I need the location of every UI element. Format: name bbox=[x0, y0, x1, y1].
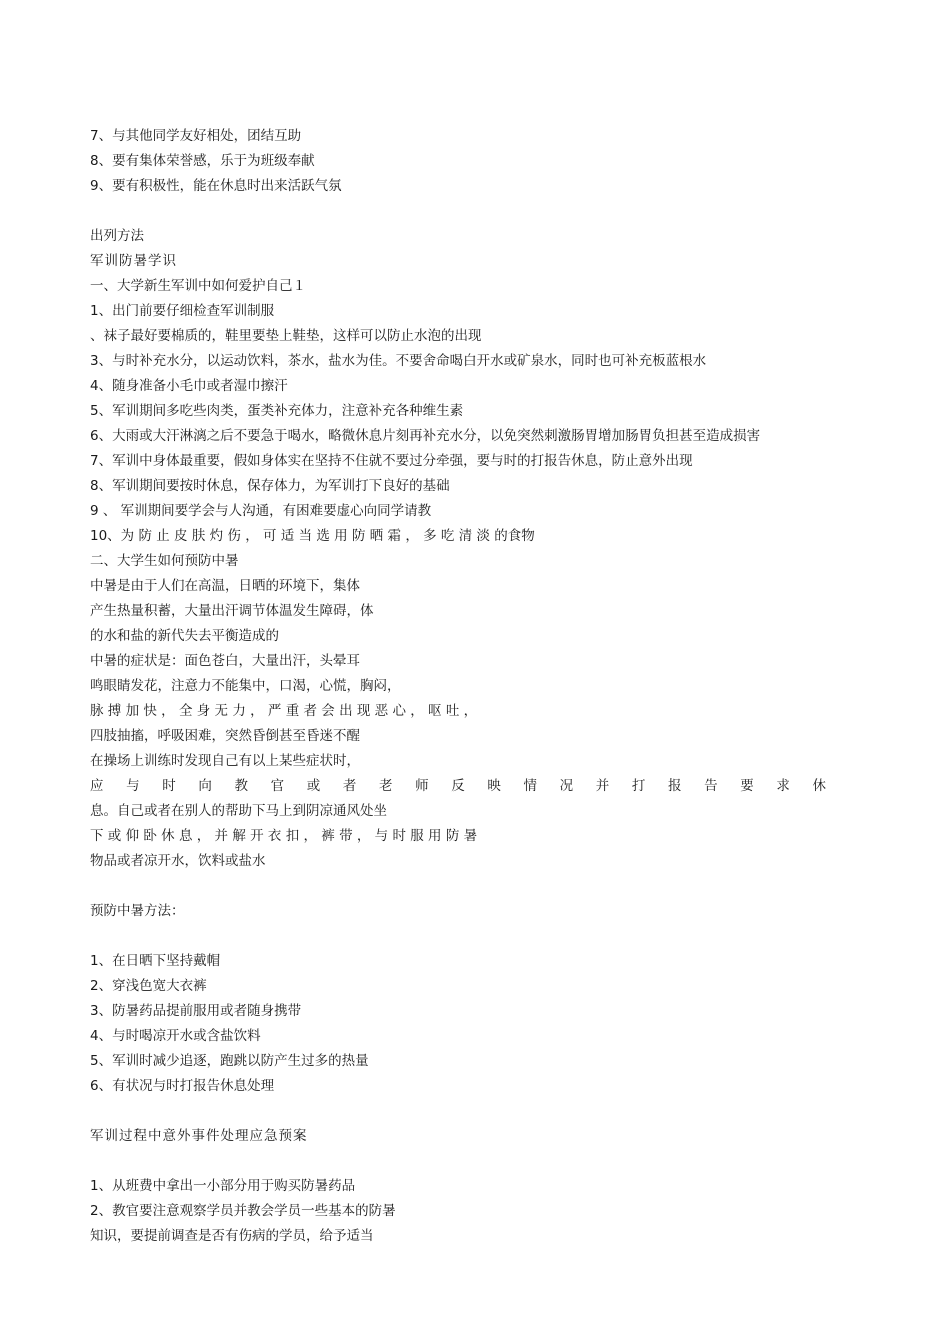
list-item: 6、有状况与时打报告休息处理 bbox=[90, 1078, 275, 1094]
text-line: 4、随身准备小毛巾或者湿巾擦汗 bbox=[90, 378, 288, 394]
text-line: 四肢抽搐，呼吸困难，突然昏倒甚至昏迷不醒 bbox=[90, 728, 360, 744]
text-line: 一、大学新生军训中如何爱护自己１ bbox=[90, 278, 306, 294]
text-line: 二、大学生如何预防中暑 bbox=[90, 553, 239, 569]
section-heading: 预防中暑方法： bbox=[90, 903, 185, 919]
text-line: 鸣眼睛发花，注意力不能集中，口渴，心慌，胸闷， bbox=[90, 678, 401, 694]
list-item: 5、军训时减少追逐，跑跳以防产生过多的热量 bbox=[90, 1053, 369, 1069]
char: 并 bbox=[595, 778, 610, 794]
char: 打 bbox=[631, 778, 646, 794]
text-line: 7、军训中身体最重要，假如身体实在坚持不住就不要过分牵强，要与时的打报告休息，防止意外出现 bbox=[90, 453, 693, 469]
char: 告 bbox=[704, 778, 718, 794]
char: 情 bbox=[523, 778, 537, 794]
text-line: 3、与时补充水分，以运动饮料，茶水，盐水为佳。不要舍命喝白开水或矿泉水，同时也可补充板蓝根水 bbox=[90, 353, 707, 369]
text-line: 7、与其他同学友好相处，团结互助 bbox=[90, 128, 302, 144]
char: 向 bbox=[198, 778, 212, 794]
char: 或 bbox=[306, 778, 321, 794]
text-line: 脉 搏 加 快 ， 全 身 无 力 ， 严 重 者 会 出 现 恶 心 ， 呕 吐 ， bbox=[90, 703, 478, 719]
char: 老 bbox=[379, 778, 393, 794]
section-heading: 出列方法 bbox=[90, 228, 144, 244]
char: 者 bbox=[342, 778, 357, 794]
justified-text-line bbox=[90, 776, 826, 796]
text-line: 中暑是由于人们在高温，日晒的环境下，集体 bbox=[90, 578, 360, 594]
text-line: 中暑的症状是：面色苍白，大量出汗，头晕耳 bbox=[90, 653, 360, 669]
char: 要 bbox=[740, 778, 754, 794]
char: 映 bbox=[487, 778, 501, 794]
section-heading: 军训过程中意外事件处理应急预案 bbox=[90, 1128, 308, 1144]
char: 求 bbox=[776, 778, 790, 794]
list-item: 1、从班费中拿出一小部分用于购买防暑药品 bbox=[90, 1178, 356, 1194]
text-line: 6、大雨或大汗淋漓之后不要急于喝水，略微休息片刻再补充水分，以免突然刺激肠胃增加肠胃负担甚至造成损害 bbox=[90, 428, 761, 444]
text-line: 息。自己或者在别人的帮助下马上到阴凉通风处坐 bbox=[90, 803, 387, 819]
text-line: 、袜子最好要棉质的，鞋里要垫上鞋垫，这样可以防止水泡的出现 bbox=[90, 328, 482, 344]
list-item: 2、穿浅色宽大衣裤 bbox=[90, 978, 207, 994]
text-line: 8、军训期间要按时休息，保存体力，为军训打下良好的基础 bbox=[90, 478, 450, 494]
text-line: 8、要有集体荣誉感，乐于为班级奉献 bbox=[90, 153, 315, 169]
text-line: 9 、 军训期间要学会与人沟通，有困难要虚心向同学请教 bbox=[90, 503, 432, 519]
char: 报 bbox=[668, 778, 682, 794]
section-heading: 军训防暑学识 bbox=[90, 253, 177, 269]
list-item: 3、防暑药品提前服用或者随身携带 bbox=[90, 1003, 302, 1019]
char: 休 bbox=[812, 778, 826, 794]
list-item: 2、教官要注意观察学员并教会学员一些基本的防暑 bbox=[90, 1203, 396, 1219]
char: 教 bbox=[234, 778, 248, 794]
list-item: 4、与时喝凉开水或含盐饮料 bbox=[90, 1028, 261, 1044]
char: 与 bbox=[126, 778, 140, 794]
text-line: 1、出门前要仔细检查军训制服 bbox=[90, 303, 275, 319]
char: 况 bbox=[559, 778, 574, 794]
text-line: 下 或 仰 卧 休 息 ， 并 解 开 衣 扣 ， 裤 带 ， 与 时 服 用 防 暑 bbox=[90, 828, 478, 844]
text-line: 知识，要提前调查是否有伤病的学员，给予适当 bbox=[90, 1228, 374, 1244]
char: 官 bbox=[270, 778, 285, 794]
text-line: 产生热量积蓄，大量出汗调节体温发生障碍，体 bbox=[90, 603, 374, 619]
text-line: 的水和盐的新代失去平衡造成的 bbox=[90, 628, 279, 644]
text-line: 5、军训期间多吃些肉类，蛋类补充体力，注意补充各种维生素 bbox=[90, 403, 464, 419]
text-line: 9、要有积极性，能在休息时出来活跃气氛 bbox=[90, 178, 342, 194]
char: 应 bbox=[90, 778, 104, 794]
text-line: 10、为 防 止 皮 肤 灼 伤 ， 可 适 当 选 用 防 晒 霜 ， 多 吃 清 淡 的食物 bbox=[90, 528, 535, 544]
char: 师 bbox=[415, 778, 429, 794]
text-line: 物品或者凉开水，饮料或盐水 bbox=[90, 853, 266, 869]
char: 反 bbox=[451, 778, 465, 794]
list-item: 1、在日晒下坚持戴帽 bbox=[90, 953, 221, 969]
char: 时 bbox=[162, 778, 176, 794]
text-line: 在操场上训练时发现自己有以上某些症状时， bbox=[90, 753, 360, 769]
